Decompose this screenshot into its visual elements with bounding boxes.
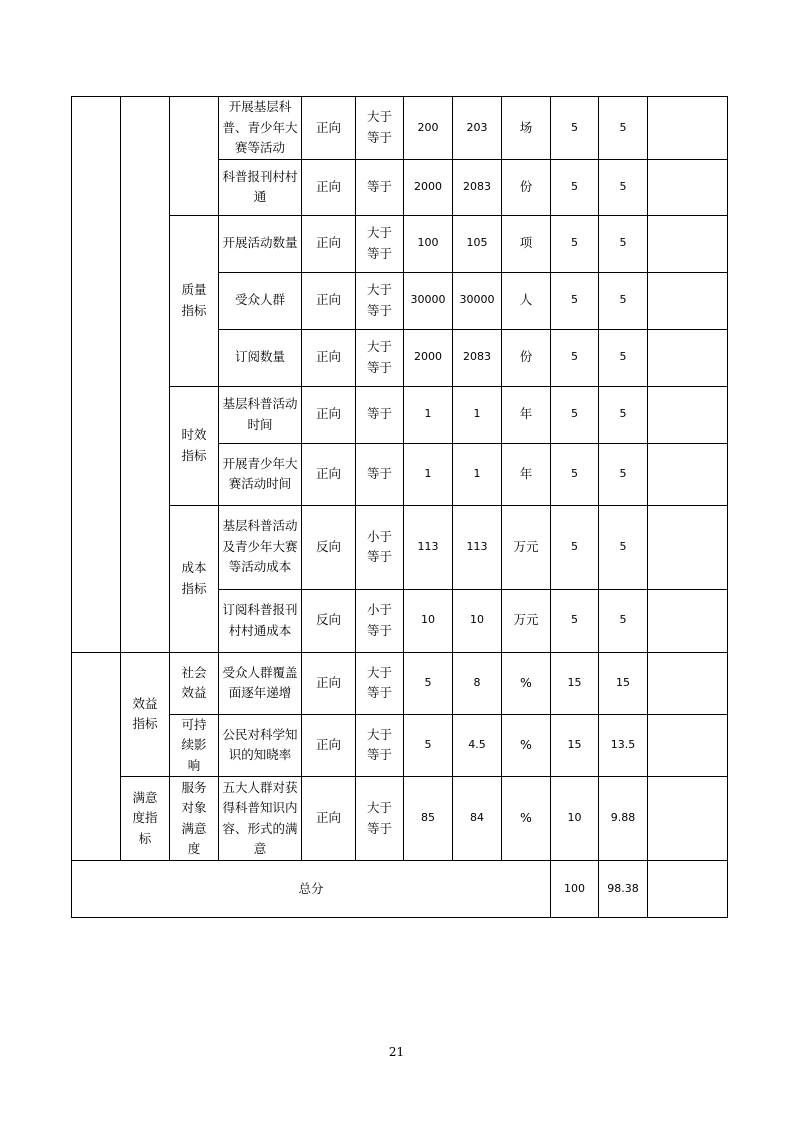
level2-indicator-benefit: 效益 指标 xyxy=(121,652,170,777)
indicator-direction: 正向 xyxy=(302,652,356,714)
unit: % xyxy=(502,714,551,777)
indicator-name: 订阅科普报刊村村通成本 xyxy=(219,589,302,652)
target-value: 100 xyxy=(404,215,453,272)
indicator-name: 公民对科学知识的知晓率 xyxy=(219,714,302,777)
weight: 5 xyxy=(551,443,599,505)
remark xyxy=(648,272,728,329)
total-label: 总分 xyxy=(72,861,551,918)
weight: 15 xyxy=(551,652,599,714)
level2-indicator-cell xyxy=(121,97,170,653)
score: 5 xyxy=(599,329,648,386)
weight: 5 xyxy=(551,272,599,329)
table-row xyxy=(72,97,728,160)
level3-indicator-service: 服务 对象 满意 度 xyxy=(170,777,219,861)
target-value: 5 xyxy=(404,652,453,714)
actual-value: 2083 xyxy=(453,159,502,215)
indicator-operator: 大于 等于 xyxy=(356,97,404,160)
page-number: 21 xyxy=(388,1045,405,1059)
target-value: 1 xyxy=(404,443,453,505)
actual-value: 113 xyxy=(453,505,502,589)
target-value: 2000 xyxy=(404,159,453,215)
remark xyxy=(648,215,728,272)
indicator-direction: 正向 xyxy=(302,443,356,505)
unit: 份 xyxy=(502,329,551,386)
indicator-direction: 正向 xyxy=(302,215,356,272)
indicator-operator: 大于 等于 xyxy=(356,215,404,272)
unit: 场 xyxy=(502,97,551,160)
remark xyxy=(648,329,728,386)
score: 5 xyxy=(599,272,648,329)
indicator-name: 基层科普活动及青少年大赛等活动成本 xyxy=(219,505,302,589)
actual-value: 203 xyxy=(453,97,502,160)
indicator-operator: 大于 等于 xyxy=(356,777,404,861)
unit: 万元 xyxy=(502,589,551,652)
level1-indicator-cell xyxy=(72,652,121,861)
actual-value: 84 xyxy=(453,777,502,861)
remark xyxy=(648,777,728,861)
indicator-direction: 正向 xyxy=(302,329,356,386)
indicator-operator: 等于 xyxy=(356,159,404,215)
weight: 5 xyxy=(551,589,599,652)
total-remark xyxy=(648,861,728,918)
actual-value: 1 xyxy=(453,386,502,443)
indicator-operator: 小于 等于 xyxy=(356,589,404,652)
indicator-direction: 正向 xyxy=(302,386,356,443)
indicator-name: 开展活动数量 xyxy=(219,215,302,272)
score: 5 xyxy=(599,159,648,215)
target-value: 2000 xyxy=(404,329,453,386)
unit: 份 xyxy=(502,159,551,215)
total-score: 98.38 xyxy=(599,861,648,918)
total-weight: 100 xyxy=(551,861,599,918)
score: 15 xyxy=(599,652,648,714)
total-row xyxy=(72,861,728,918)
indicator-name: 受众人群 xyxy=(219,272,302,329)
performance-table xyxy=(71,96,728,918)
target-value: 1 xyxy=(404,386,453,443)
score: 13.5 xyxy=(599,714,648,777)
unit: 年 xyxy=(502,386,551,443)
indicator-name: 开展基层科普、青少年大赛等活动 xyxy=(219,97,302,160)
score: 5 xyxy=(599,215,648,272)
indicator-direction: 正向 xyxy=(302,777,356,861)
remark xyxy=(648,652,728,714)
target-value: 85 xyxy=(404,777,453,861)
indicator-direction: 正向 xyxy=(302,97,356,160)
indicator-direction: 反向 xyxy=(302,505,356,589)
unit: 年 xyxy=(502,443,551,505)
indicator-name: 开展青少年大赛活动时间 xyxy=(219,443,302,505)
indicator-name: 订阅数量 xyxy=(219,329,302,386)
actual-value: 8 xyxy=(453,652,502,714)
indicator-operator: 大于 等于 xyxy=(356,714,404,777)
indicator-operator: 等于 xyxy=(356,443,404,505)
level3-indicator-cell xyxy=(170,97,219,216)
target-value: 10 xyxy=(404,589,453,652)
level3-indicator-time: 时效 指标 xyxy=(170,386,219,505)
remark xyxy=(648,386,728,443)
indicator-operator: 大于 等于 xyxy=(356,329,404,386)
weight: 5 xyxy=(551,386,599,443)
remark xyxy=(648,589,728,652)
remark xyxy=(648,505,728,589)
target-value: 113 xyxy=(404,505,453,589)
unit: % xyxy=(502,777,551,861)
level2-indicator-satisfaction: 满意 度指 标 xyxy=(121,777,170,861)
remark xyxy=(648,714,728,777)
score: 5 xyxy=(599,443,648,505)
actual-value: 1 xyxy=(453,443,502,505)
table-row xyxy=(72,652,728,714)
level3-indicator-quality: 质量 指标 xyxy=(170,215,219,386)
weight: 5 xyxy=(551,97,599,160)
target-value: 30000 xyxy=(404,272,453,329)
level3-indicator-cost: 成本 指标 xyxy=(170,505,219,652)
level3-indicator-social: 社会 效益 xyxy=(170,652,219,714)
unit: 万元 xyxy=(502,505,551,589)
weight: 5 xyxy=(551,505,599,589)
unit: 项 xyxy=(502,215,551,272)
score: 5 xyxy=(599,386,648,443)
target-value: 5 xyxy=(404,714,453,777)
score: 9.88 xyxy=(599,777,648,861)
table-row xyxy=(72,505,728,589)
level3-indicator-sustain: 可持 续影 响 xyxy=(170,714,219,777)
weight: 5 xyxy=(551,159,599,215)
indicator-operator: 大于 等于 xyxy=(356,272,404,329)
table-row xyxy=(72,386,728,443)
level1-indicator-cell xyxy=(72,97,121,653)
remark xyxy=(648,443,728,505)
indicator-direction: 正向 xyxy=(302,159,356,215)
indicator-direction: 反向 xyxy=(302,589,356,652)
weight: 10 xyxy=(551,777,599,861)
unit: % xyxy=(502,652,551,714)
remark xyxy=(648,97,728,160)
table-row xyxy=(72,777,728,861)
actual-value: 30000 xyxy=(453,272,502,329)
score: 5 xyxy=(599,505,648,589)
actual-value: 105 xyxy=(453,215,502,272)
indicator-direction: 正向 xyxy=(302,272,356,329)
indicator-operator: 等于 xyxy=(356,386,404,443)
table-row xyxy=(72,714,728,777)
table-row xyxy=(72,215,728,272)
indicator-direction: 正向 xyxy=(302,714,356,777)
indicator-operator: 大于 等于 xyxy=(356,652,404,714)
weight: 5 xyxy=(551,215,599,272)
actual-value: 2083 xyxy=(453,329,502,386)
target-value: 200 xyxy=(404,97,453,160)
weight: 15 xyxy=(551,714,599,777)
indicator-name: 五大人群对获得科普知识内容、形式的满意 xyxy=(219,777,302,861)
indicator-operator: 小于 等于 xyxy=(356,505,404,589)
weight: 5 xyxy=(551,329,599,386)
indicator-name: 受众人群覆盖面逐年递增 xyxy=(219,652,302,714)
score: 5 xyxy=(599,97,648,160)
indicator-name: 基层科普活动时间 xyxy=(219,386,302,443)
unit: 人 xyxy=(502,272,551,329)
actual-value: 10 xyxy=(453,589,502,652)
actual-value: 4.5 xyxy=(453,714,502,777)
score: 5 xyxy=(599,589,648,652)
remark xyxy=(648,159,728,215)
indicator-name: 科普报刊村村通 xyxy=(219,159,302,215)
